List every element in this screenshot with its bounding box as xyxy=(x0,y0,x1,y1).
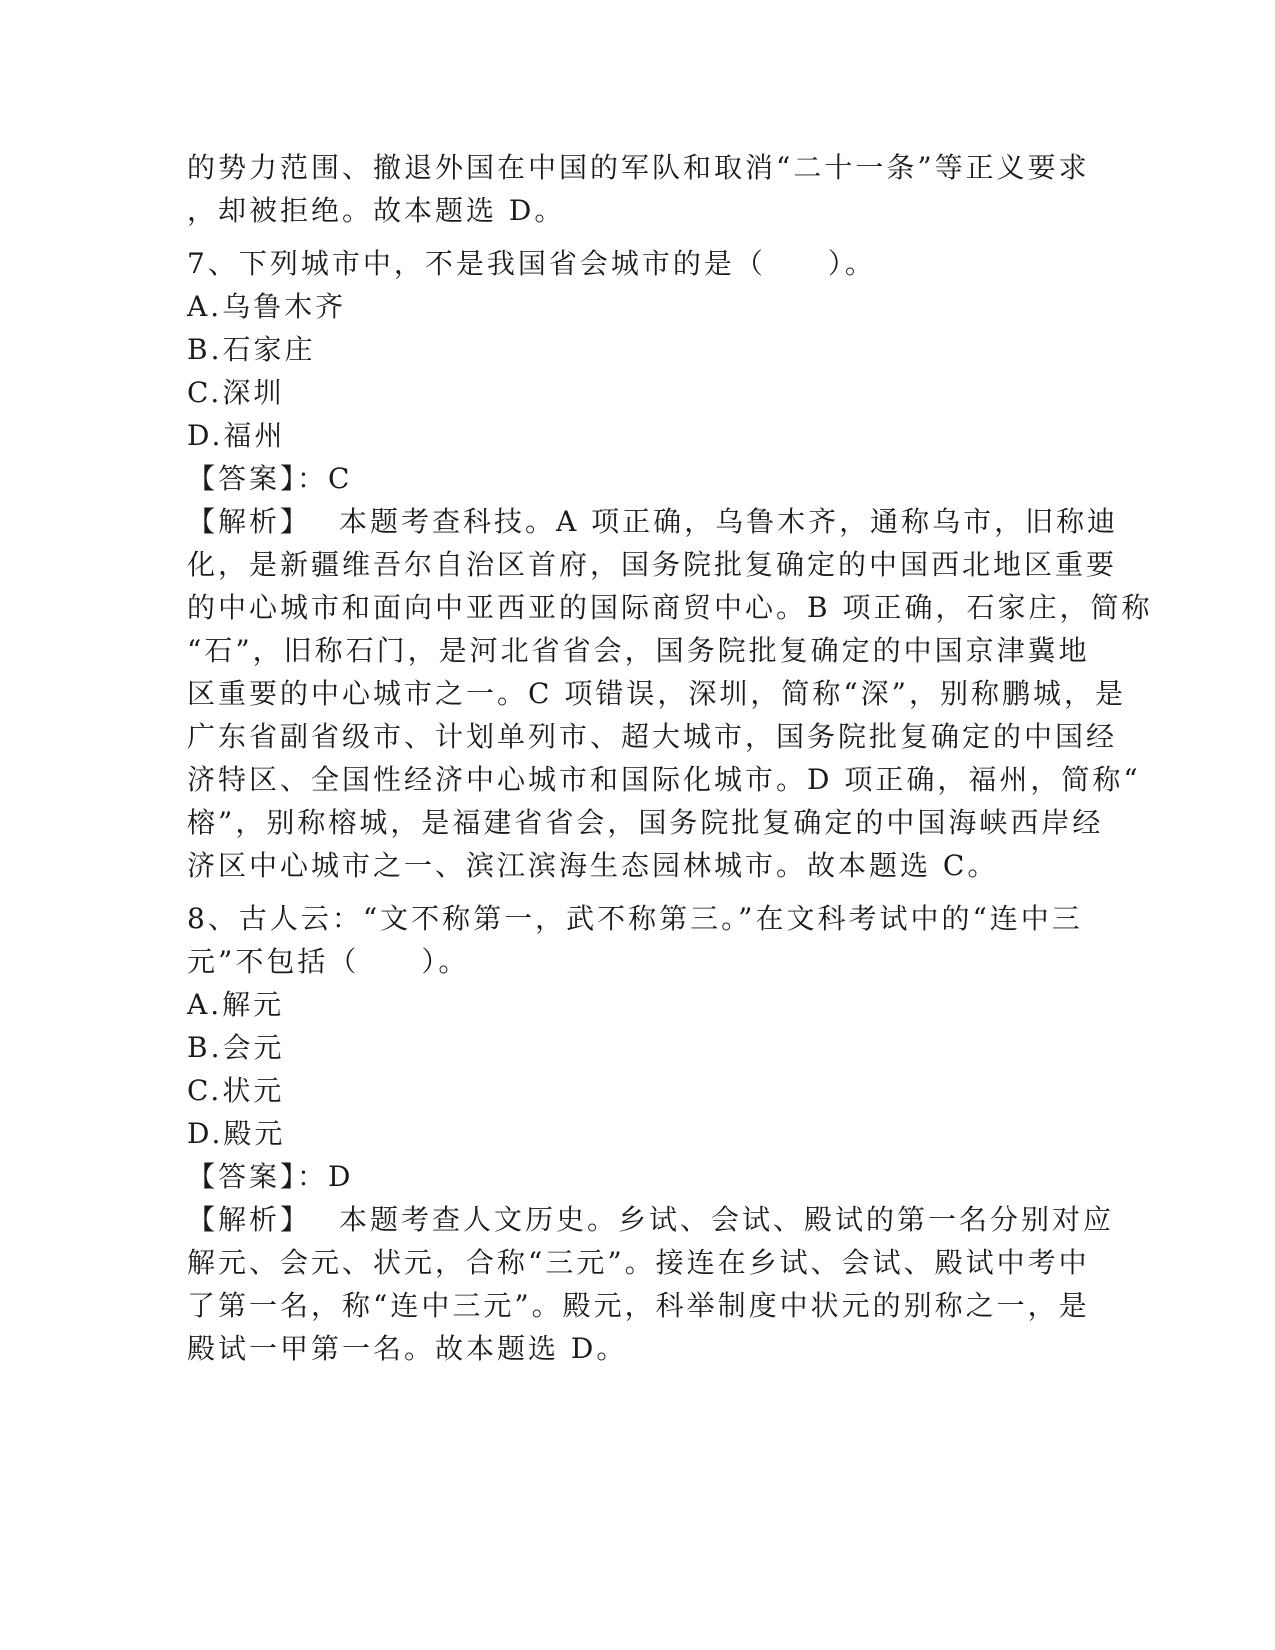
option-c: C.深圳 xyxy=(187,376,285,409)
question-stem: 元”不包括（ ）。 xyxy=(187,945,470,978)
analysis-label: 【解析】 xyxy=(187,1203,312,1236)
analysis-line: 解元、会元、状元，合称“三元”。接连在乡试、会试、殿试中考中 xyxy=(187,1246,1090,1279)
paragraph-line: ，却被拒绝。故本题选 D。 xyxy=(187,194,566,227)
option-b: B.石家庄 xyxy=(187,333,316,366)
analysis-text: 本题考查人文历史。乡试、会试、殿试的第一名分别对应 xyxy=(339,1203,1115,1236)
document-page xyxy=(187,146,1153,1370)
option-d: D.殿元 xyxy=(187,1117,286,1150)
analysis-label: 【解析】 xyxy=(187,505,312,538)
question-stem: 8、古人云：“文不称第一，武不称第三。”在文科考试中的“连中三 xyxy=(187,902,1083,935)
analysis-line: “石”，旧称石门，是河北省省会，国务院批复确定的中国京津冀地 xyxy=(187,634,1090,667)
question-stem: 7、下列城市中，不是我国省会城市的是（ ）。 xyxy=(187,247,876,280)
option-d: D.福州 xyxy=(187,419,286,452)
answer: 【答案】：D xyxy=(187,1160,354,1193)
option-a: A.解元 xyxy=(187,988,285,1021)
paragraph-line: 的势力范围、撤退外国在中国的军队和取消“二十一条”等正义要求 xyxy=(187,151,1090,184)
question-8 xyxy=(187,897,1115,1370)
analysis-first-line xyxy=(187,1198,1115,1241)
analysis-text: 本题考查科技。A 项正确，乌鲁木齐，通称乌市，旧称迪 xyxy=(339,505,1119,538)
answer: 【答案】：C xyxy=(187,462,353,495)
analysis-first-line xyxy=(187,500,1119,543)
analysis-line: 殿试一甲第一名。故本题选 D。 xyxy=(187,1332,628,1365)
analysis-line: 区重要的中心城市之一。C 项错误，深圳，简称“深”，别称鹏城，是 xyxy=(187,677,1126,710)
analysis-line: 济特区、全国性经济中心城市和国际化城市。D 项正确，福州，简称“ xyxy=(187,763,1141,796)
option-c: C.状元 xyxy=(187,1074,285,1107)
prev-analysis xyxy=(187,146,1090,232)
option-a: A.乌鲁木齐 xyxy=(187,290,347,323)
analysis-line: 榕”，别称榕城，是福建省省会，国务院批复确定的中国海峡西岸经 xyxy=(187,806,1104,839)
question-7 xyxy=(187,242,1153,887)
analysis-line: 化，是新疆维吾尔自治区首府，国务院批复确定的中国西北地区重要 xyxy=(187,548,1118,581)
option-b: B.会元 xyxy=(187,1031,285,1064)
analysis-line: 济区中心城市之一、滨江滨海生态园林城市。故本题选 C。 xyxy=(187,849,999,882)
analysis-line: 的中心城市和面向中亚西亚的国际商贸中心。B 项正确，石家庄，简称 xyxy=(187,591,1153,624)
analysis-line: 了第一名，称“连中三元”。殿元，科举制度中状元的别称之一，是 xyxy=(187,1289,1090,1322)
analysis-line: 广东省副省级市、计划单列市、超大城市，国务院批复确定的中国经 xyxy=(187,720,1118,753)
